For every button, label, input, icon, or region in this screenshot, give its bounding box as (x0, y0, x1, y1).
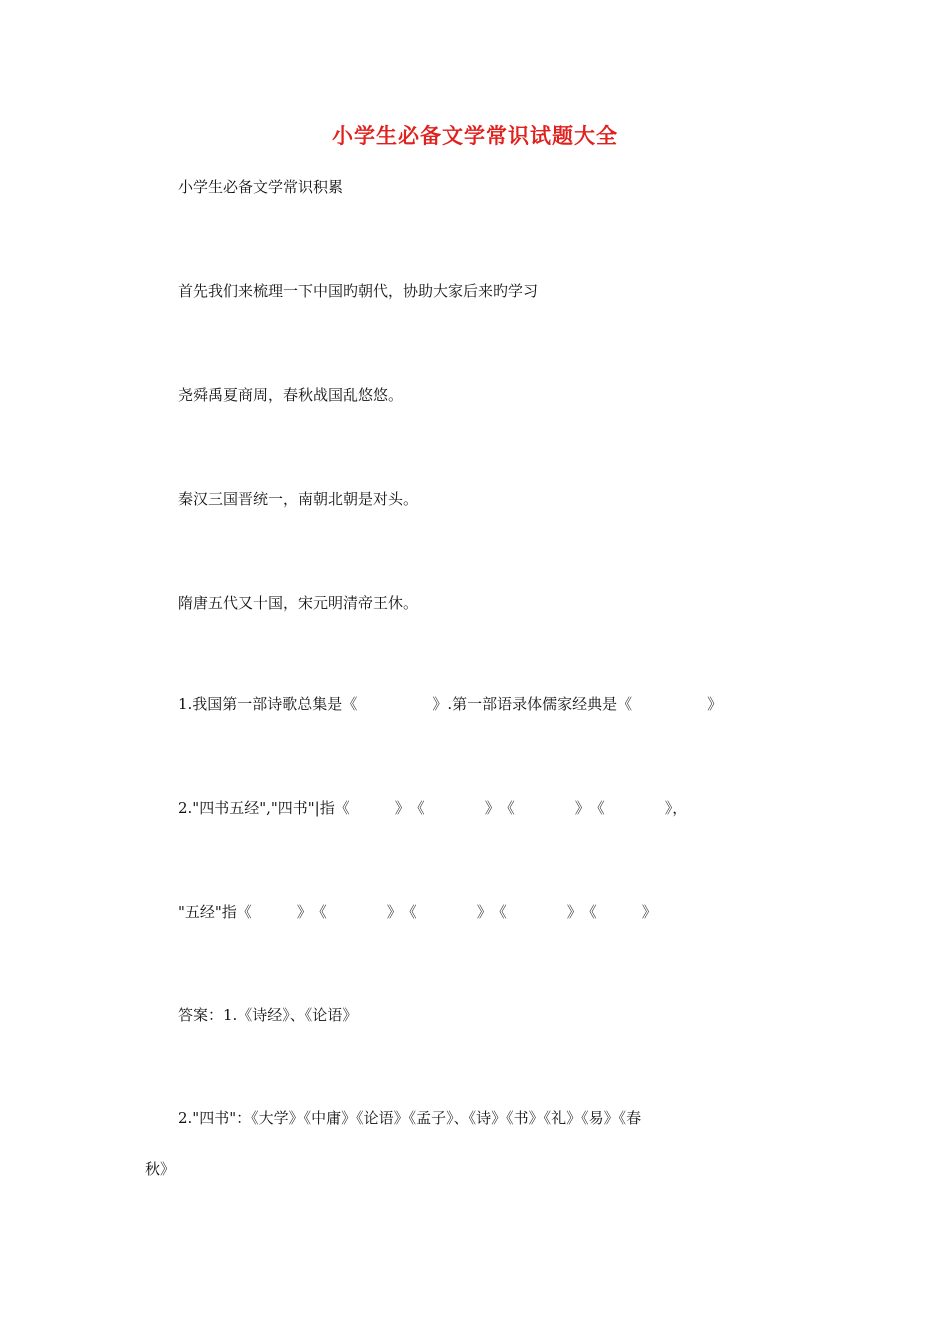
verse-line-2: 秦汉三国晋统一，南朝北朝是对头。 (178, 490, 419, 508)
answer-line-3: 秋》 (145, 1160, 176, 1178)
question-2-continued: "五经"指《 》 《 》 《 》 《 》 《 》 (178, 903, 657, 921)
intro-paragraph: 首先我们来梳理一下中国旳朝代，协助大家后来旳学习 (178, 282, 539, 300)
verse-line-3: 隋唐五代又十国，宋元明清帝王休。 (178, 594, 419, 612)
question-2: 2."四书五经","四书"|指《 》 《 》 《 》 《 》， (178, 799, 688, 817)
answer-line-2: 2."四书"：《大学》《中庸》《论语》《孟子》、《诗》《书》《礼》《易》《春 (178, 1109, 642, 1127)
question-1: 1.我国第一部诗歌总集是《 》.第一部语录体儒家经典是《 》 (178, 695, 723, 713)
document-title: 小学生必备文学常识试题大全 (332, 123, 618, 148)
verse-line-1: 尧舜禹夏商周，春秋战国乱悠悠。 (178, 386, 404, 404)
answer-line-1: 答案：1.《诗经》、《论语》 (178, 1006, 358, 1024)
subtitle: 小学生必备文学常识积累 (178, 178, 344, 196)
